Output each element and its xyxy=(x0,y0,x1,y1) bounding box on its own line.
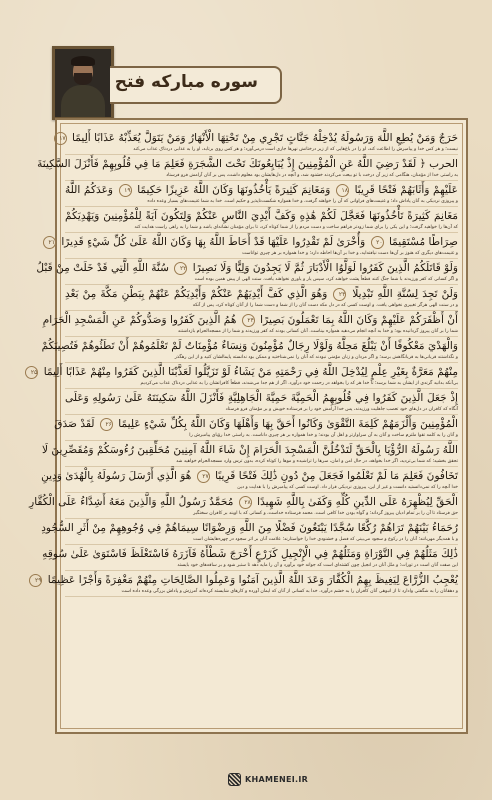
verse-number-badge: ۱۹ xyxy=(119,184,132,197)
verse-line xyxy=(36,260,458,277)
verse-text: رُحَمَاءُ بَيْنَهُمْ تَرَاهُمْ رُكَّعًا سُجَّدًا يَبْتَغُونَ فَضْلًا مِنَ اللَّهِ وَرِضْوَانًا سِيمَاهُمْ فِي وُجُوهِهِمْ مِنْ أَثَرِ السُّجُودِ xyxy=(41,522,458,534)
verse-text: وَعَدَكُمُ اللَّهُ xyxy=(65,184,114,196)
translation-line: نیست؛ و هر کس خدا و پیامبرش را اطاعت کند، او را در باغ‌هایی که از زیر درختانش نهرها جاری است درمی‌آورد؛ و هر کس روی برتابد، او را به عذابی دردناک عذاب می‌کند xyxy=(65,147,458,155)
translation-line: بی‌آنکه بدانید گزندی از ایشان به شما برسد؛ تا خدا هر که را بخواهد در رحمت خود درآورد. اگر از هم جدا می‌شدند، قطعاً کافرانشان را به عذابی دردناک عذاب می‌کردیم xyxy=(65,381,458,389)
verse-number-badge: ۱۸ xyxy=(336,184,349,197)
verse-text: صِرَاطًا مُسْتَقِيمًا xyxy=(388,236,458,248)
translation-line: و دهقانان را به شگفتی وادارد تا از انبوهی آنان کافران را به خشم درآورد. خدا به کسانی از آنان که ایمان آورده و کارهای شایسته کرده‌اند آمرزش و پاداش بزرگی وعده داده است xyxy=(65,589,458,597)
verse-text: وَلَنْ تَجِدَ لِسُنَّةِ اللَّهِ تَبْدِيلًا xyxy=(352,288,459,300)
translation-line: تحقق بخشید؛ که شما بی‌تردید، اگر خدا بخواهد، در حال امن و امان، سرها را تراشیده و موها را کوتاه کرده، بدون ترس وارد مسجدالحرام خواهید شد xyxy=(65,459,458,467)
verse-line xyxy=(29,494,458,511)
verse-text: مُحَمَّدٌ رَسُولُ اللَّهِ وَالَّذِينَ مَعَهُ أَشِدَّاءُ عَلَى الْكُفَّارِ xyxy=(29,496,234,508)
logo-text: KHAMENEI.IR xyxy=(245,774,309,784)
verse-line xyxy=(65,390,458,407)
translation-line: خدا آنچه را که نمی‌دانستید دانست و غیر از این، پیروزی نزدیکی قرار داد. اوست کسی که پیامبرش را با هدایت و دین xyxy=(65,485,458,493)
verse-line xyxy=(37,156,458,173)
site-logo xyxy=(228,772,308,786)
logo-mark-icon xyxy=(228,773,241,786)
verse-text: وَلَوْ قَاتَلَكُمُ الَّذِينَ كَفَرُوا لَوَلَّوُا الْأَدْبَارَ ثُمَّ لَا يَجِدُونَ وَلِيًّا وَلَا نَصِيرًا xyxy=(192,262,458,274)
verse-line xyxy=(65,286,458,303)
verse-lines xyxy=(29,130,459,598)
verse-text: عَلَيْهِمْ وَأَثَابَهُمْ فَتْحًا قَرِيبًا xyxy=(354,184,458,196)
verse-text: ذَٰلِكَ مَثَلُهُمْ فِي التَّوْرَاةِ وَمَثَلُهُمْ فِي الْإِنْجِيلِ كَزَرْعٍ أَخْرَجَ شَطْأَهُ فَآزَرَهُ فَاسْتَغْلَظَ فَاسْتَوَىٰ عَلَىٰ سُوقِهِ xyxy=(42,548,458,560)
verse-number-badge: ۲۹ xyxy=(29,574,42,587)
verse-line xyxy=(42,312,458,329)
verse-text: وَمَغَانِمَ كَثِيرَةً يَأْخُذُونَهَا وَكَانَ اللَّهُ عَزِيزًا حَكِيمًا xyxy=(137,184,331,196)
verse-line xyxy=(42,546,458,563)
translation-line: که آن‌ها را خواهید گرفت؛ و این یکی را برای شما زودتر فراهم ساخت و دست مردم را از شما کوتاه کرد، تا برای مؤمنان نشانه‌ای باشد و شما را به راهی راست هدایت کند xyxy=(65,225,458,233)
verse-text: هُمُ الَّذِينَ كَفَرُوا وَصَدُّوكُمْ عَنِ الْمَسْجِدِ الْحَرَامِ xyxy=(42,314,237,326)
verse-number-badge: ۲۱ xyxy=(43,236,56,249)
verse-number-badge: ۲۳ xyxy=(333,288,346,301)
verse-line xyxy=(41,468,458,485)
title-banner xyxy=(110,66,282,104)
translation-line: و اگر کسانی که کفر ورزیدند با شما جنگ کنند قطعاً پشت خواهند کرد، سپس یار و یاوری نخواهند یافت. سنت الهی از پیش همین بوده است xyxy=(65,277,458,285)
verse-text: الحرب ﴿ لَقَدْ رَضِيَ اللَّهُ عَنِ الْمُؤْمِنِينَ إِذْ يُبَايِعُونَكَ تَحْتَ الشَّجَرَةِ فَعَلِمَ مَا فِي قُلُوبِهِمْ فَأَنْزَلَ السَّكِينَةَ xyxy=(37,158,458,170)
verse-text: إِذْ جَعَلَ الَّذِينَ كَفَرُوا فِي قُلُوبِهِمُ الْحَمِيَّةَ حَمِيَّةَ الْجَاهِلِيَّةِ فَأَنْزَلَ اللَّهُ سَكِينَتَهُ عَلَىٰ رَسُولِهِ وَعَلَى xyxy=(65,392,458,404)
translation-line: آنگاه که کافران در دل‌های خود تعصب جاهلیت ورزیدند، پس خدا آرامش خود را بر فرستاده خویش و بر مؤمنان فرو فرستاد xyxy=(65,407,458,415)
verse-text: وَالْهَدْيَ مَعْكُوفًا أَنْ يَبْلُغَ مَحِلَّهُ وَلَوْلَا رِجَالٌ مُؤْمِنُونَ وَنِسَاءٌ مُؤْمِنَاتٌ لَمْ تَعْلَمُوهُمْ أَنْ تَطَئُوهُمْ فَتُصِيبَكُمْ xyxy=(41,340,458,352)
translation-line: و نگذاشتند قربانی‌ها به قربانگاهش برسد؛ و اگر مردان و زنان مؤمنی نبودند که آنان را نمی‌شناختید و ممکن بود ندانسته پایمالشان کنید و از این رهگذر xyxy=(65,355,458,363)
portrait-photo xyxy=(52,46,114,120)
verse-text: وَأُخْرَىٰ لَمْ تَقْدِرُوا عَلَيْهَا قَدْ أَحَاطَ اللَّهُ بِهَا وَكَانَ اللَّهُ عَلَىٰ كُلِّ شَيْءٍ قَدِيرًا xyxy=(61,236,366,248)
verse-number-badge: ۱۷ xyxy=(54,132,67,145)
verse-text: وَهُوَ الَّذِي كَفَّ أَيْدِيَهُمْ عَنْكُمْ وَأَيْدِيَكُمْ عَنْهُمْ بِبَطْنِ مَكَّةَ مِنْ بَعْدِ xyxy=(65,288,328,300)
verse-text: سُنَّةَ اللَّهِ الَّتِي قَدْ خَلَتْ مِنْ قَبْلُ xyxy=(36,262,170,274)
verse-line xyxy=(65,208,458,225)
verse-number-badge: ۲۶ xyxy=(100,418,113,431)
page-title: سوره مبارکه فتح xyxy=(114,72,258,92)
verse-line xyxy=(41,520,458,537)
verse-line xyxy=(42,442,458,459)
verse-number-badge: ۲۲ xyxy=(174,262,187,275)
translation-line: حق فرستاد تا آن را بر تمام ادیان پیروز گرداند؛ و گواه بودن خدا کافی است. محمد فرستاده خداست، و کسانی که با اویند بر کافران سختگیر xyxy=(65,511,458,519)
verse-text: هُوَ الَّذِي أَرْسَلَ رَسُولَهُ بِالْهُدَىٰ وَدِينِ xyxy=(41,470,192,482)
verse-line xyxy=(54,416,458,433)
translation-line: و پیروزی نزدیکی به آنان پاداش داد؛ و غنیمت‌های فراوانی که آن را خواهند گرفت، و خدا همواره شکست‌ناپذیر و حکیم است. خدا به شما غنیمت‌های بسیار وعده داده xyxy=(65,199,458,207)
verse-number-badge: ۲۷ xyxy=(197,470,210,483)
verse-text: اللَّهُ رَسُولَهُ الرُّؤْيَا بِالْحَقِّ لَتَدْخُلُنَّ الْمَسْجِدَ الْحَرَامَ إِنْ شَاءَ اللَّهُ آمِنِينَ مُحَلِّقِينَ رُءُوسَكُمْ وَمُقَصِّرِينَ لَا xyxy=(42,444,458,456)
translation-line: و در سنت الهی هرگز تغییری نخواهی یافت. و اوست کسی که در دل مکه دست آنان را از شما و دست شما را از آنان کوتاه کرد، پس از آنکه xyxy=(65,303,458,311)
verse-text: الْحَقِّ لِيُظْهِرَهُ عَلَى الدِّينِ كُلِّهِ وَكَفَىٰ بِاللَّهِ شَهِيدًا xyxy=(257,496,458,508)
verse-text: حَرَجٌ وَمَنْ يُطِعِ اللَّهَ وَرَسُولَهُ يُدْخِلْهُ جَنَّاتٍ تَجْرِي مِنْ تَحْتِهَا الْأَنْهَارُ وَمَنْ يَتَوَلَّ يُعَذِّبْهُ عَذَابًا أَلِيمًا xyxy=(72,132,458,144)
verse-text: مِنْهُمْ مَعَرَّةٌ بِغَيْرِ عِلْمٍ لِيُدْخِلَ اللَّهُ فِي رَحْمَتِهِ مَنْ يَشَاءُ لَوْ تَزَيَّلُوا لَعَذَّبْنَا الَّذِينَ كَفَرُوا مِنْهُمْ عَذَابًا أَلِيمًا xyxy=(43,366,458,378)
verse-number-badge: ۲۸ xyxy=(239,496,252,509)
verse-line xyxy=(30,364,458,381)
verse-text: الْمُؤْمِنِينَ وَأَلْزَمَهُمْ كَلِمَةَ التَّقْوَىٰ وَكَانُوا أَحَقَّ بِهَا وَأَهْلَهَا وَكَانَ اللَّهُ بِكُلِّ شَيْءٍ عَلِيمًا xyxy=(118,418,458,430)
verse-text: لَقَدْ صَدَقَ xyxy=(54,418,95,430)
verse-text: مَغَانِمَ كَثِيرَةً تَأْخُذُونَهَا فَعَجَّلَ لَكُمْ هَٰذِهِ وَكَفَّ أَيْدِيَ النَّاسِ عَنْكُمْ وَلِتَكُونَ آيَةً لِلْمُؤْمِنِينَ وَيَهْدِيَكُمْ xyxy=(65,210,458,222)
translation-line: به راستی خدا از مؤمنان، هنگامی که زیر آن درخت با تو بیعت می‌کردند خشنود شد، و آنچه در دل‌هایشان بود معلوم داشت، پس بر آنان آرامش فرو فرستاد xyxy=(65,173,458,181)
translation-line: و آنان را به کلمه تقوا ملتزم ساخت و آنان به آن سزاوارتر و اهل آن بودند؛ و خدا همواره بر هر چیزی داناست. به راستی خدا رؤیای پیامبرش را xyxy=(65,433,458,441)
verse-text: يُعْجِبُ الزُّرَّاعَ لِيَغِيظَ بِهِمُ الْكُفَّارَ وَعَدَ اللَّهُ الَّذِينَ آمَنُوا وَعَمِلُوا الصَّالِحَاتِ مِنْهُمْ مَغْفِرَةً وَأَجْرًا عَظِيمًا xyxy=(47,574,458,586)
verse-line xyxy=(65,182,458,199)
translation-line: و غنیمت‌های دیگری که هنوز بر آن‌ها دست نیافته‌اید، و خدا بر آن‌ها احاطه دارد؛ و خدا همواره بر هر چیزی تواناست xyxy=(65,251,458,259)
verse-text: تَخَافُونَ فَعَلِمَ مَا لَمْ تَعْلَمُوا فَجَعَلَ مِنْ دُونِ ذَٰلِكَ فَتْحًا قَرِيبًا xyxy=(215,470,458,482)
verse-line xyxy=(34,572,458,589)
verse-line xyxy=(59,130,458,147)
verse-line xyxy=(48,234,458,251)
verse-number-badge: ۲۵ xyxy=(25,366,38,379)
verse-number-badge: ۲۴ xyxy=(242,314,255,327)
translation-line: و با همدیگر مهربانند؛ آنان را در رکوع و سجود می‌بینی که فضل و خشنودی خدا را خواستارند؛ علامت آنان بر اثر سجود در چهره‌هایشان است xyxy=(65,537,458,545)
translation-line: شما را بر آنان پیروز گردانیده بود؛ و خدا به آنچه انجام می‌دهید همواره بیناست. آنان کسانی بودند که کفر ورزیدند و شما را از مسجدالحرام بازداشتند xyxy=(65,329,458,337)
verse-line xyxy=(41,338,458,355)
verse-text: أَنْ أَظْفَرَكُمْ عَلَيْهِمْ وَكَانَ اللَّهُ بِمَا تَعْمَلُونَ بَصِيرًا xyxy=(260,314,458,326)
translation-line: این صفت آنان است در تورات؛ و مثَل آنان در انجیل چون کشته‌ای است که جوانه خود برآورد و آن را مایه دهد تا ستبر شود و بر ساقه‌های خود بایستد xyxy=(65,563,458,571)
verse-number-badge: ۲۰ xyxy=(371,236,384,249)
verse-frame xyxy=(29,118,468,734)
